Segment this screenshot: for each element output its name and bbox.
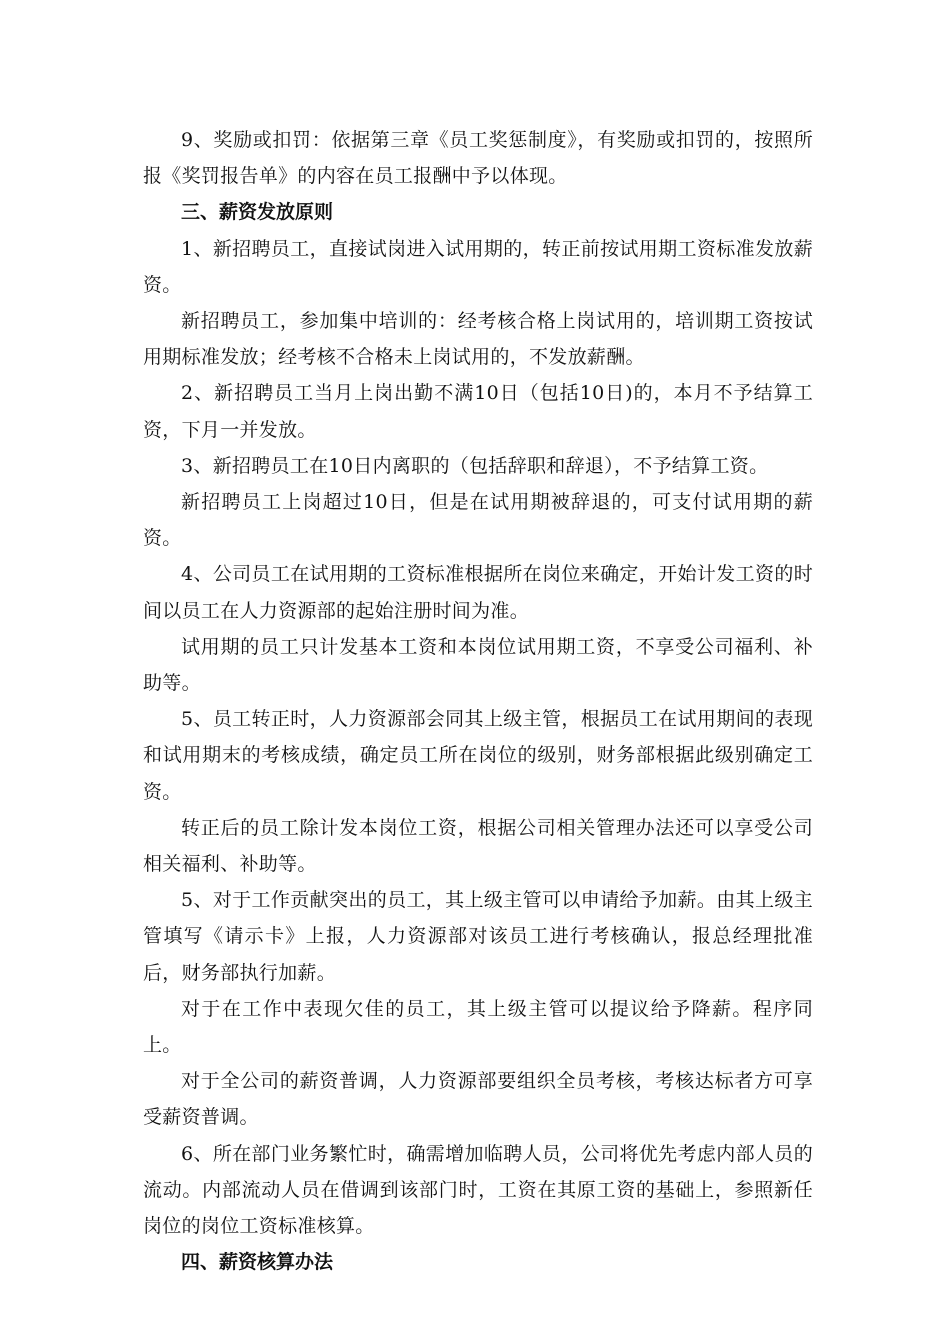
section-heading-salary-calculation: 四、薪资核算办法 [181, 1251, 334, 1274]
paragraph-rule-1-training: 新招聘员工，参加集中培训的：经考核合格上岗试用的，培训期工资按试用期标准发放；经考核不合格未上岗试用的，不发放薪酬。 [143, 310, 813, 369]
document-body [143, 122, 813, 1281]
paragraph-rule-5-general-adjustment: 对于全公司的薪资普调，人力资源部要组织全员考核，考核达标者方可享受薪资普调。 [143, 1070, 813, 1129]
paragraph-rule-5-raise: 5、对于工作贡献突出的员工，其上级主管可以申请给予加薪。由其上级主管填写《请示卡》上报，人力资源部对该员工进行考核确认，报总经理批准后，财务部执行加薪。 [143, 889, 813, 984]
paragraph-rule-2: 2、新招聘员工当月上岗出勤不满10日（包括10日)的，本月不予结算工资，下月一并发放。 [143, 382, 813, 441]
paragraph-rule-4: 4、公司员工在试用期的工资标准根据所在岗位来确定，开始计发工资的时间以员工在人力资源部的起始注册时间为准。 [143, 563, 813, 622]
paragraph-rule-5-reduction: 对于在工作中表现欠佳的员工，其上级主管可以提议给予降薪。程序同上。 [143, 997, 813, 1057]
paragraph-rule-5-after-confirmation: 转正后的员工除计发本岗位工资，根据公司相关管理办法还可以享受公司相关福利、补助等。 [143, 816, 813, 876]
paragraph-rule-3-dismissal: 新招聘员工上岗超过10日，但是在试用期被辞退的，可支付试用期的薪资。 [143, 491, 813, 550]
paragraph-rule-1: 1、新招聘员工，直接试岗进入试用期的，转正前按试用期工资标准发放薪资。 [143, 237, 813, 296]
paragraph-rule-6: 6、所在部门业务繁忙时，确需增加临聘人员，公司将优先考虑内部人员的流动。内部流动人员在借调到该部门时，工资在其原工资的基础上，参照新任岗位的岗位工资标准核算。 [143, 1142, 813, 1238]
paragraph-rule-4-benefits: 试用期的员工只计发基本工资和本岗位试用期工资，不享受公司福利、补助等。 [143, 635, 813, 695]
section-heading-salary-payment: 三、薪资发放原则 [181, 201, 334, 224]
paragraph-reward-penalty: 9、奖励或扣罚：依据第三章《员工奖惩制度》，有奖励或扣罚的，按照所报《奖罚报告单》的内容在员工报酬中予以体现。 [143, 129, 813, 188]
paragraph-rule-5-confirmation: 5、员工转正时，人力资源部会同其上级主管，根据员工在试用期间的表现和试用期末的考核成绩，确定员工所在岗位的级别，财务部根据此级别确定工资。 [143, 708, 813, 803]
paragraph-rule-3: 3、新招聘员工在10日内离职的（包括辞职和辞退），不予结算工资。 [181, 454, 769, 477]
